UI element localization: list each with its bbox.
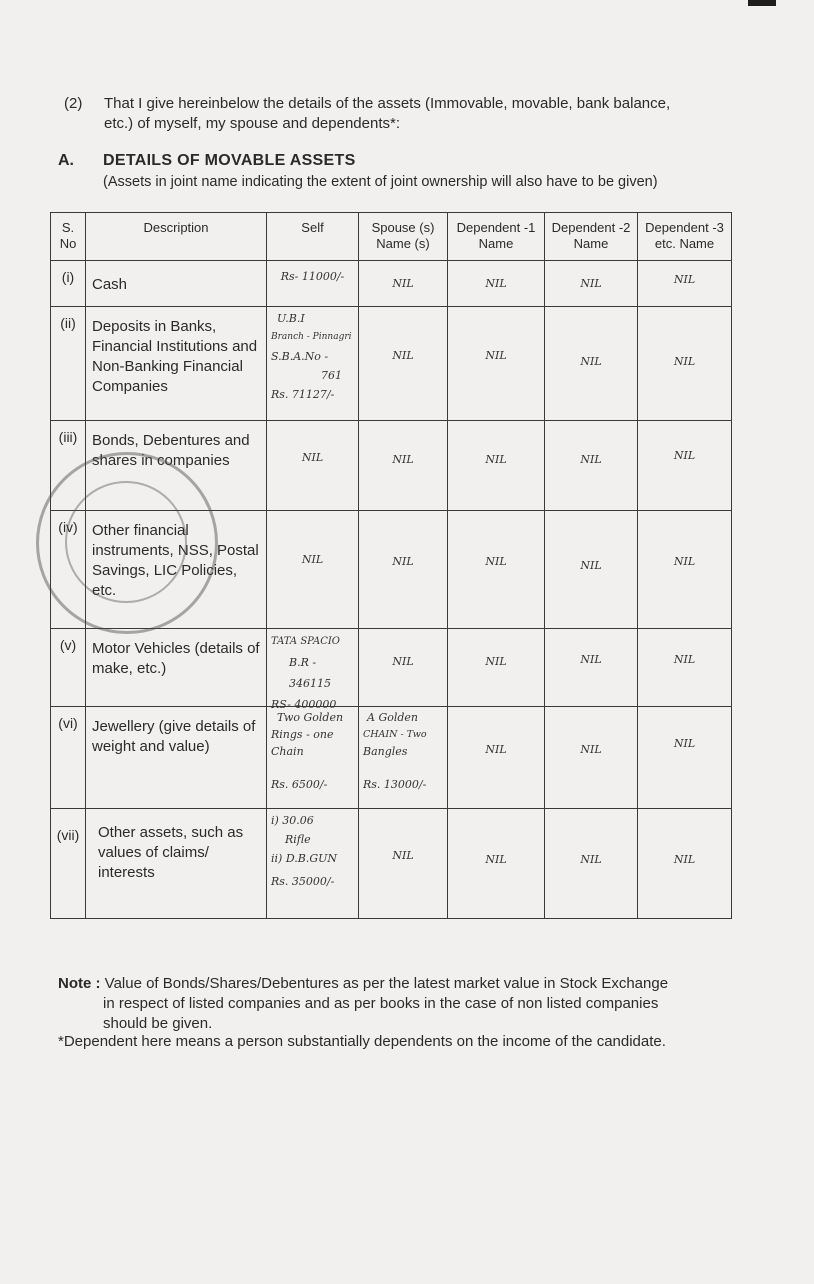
intro-number: (2): [64, 95, 83, 112]
self-value: NIL: [267, 511, 359, 629]
header-spouse: Spouse (s) Name (s): [359, 213, 448, 261]
table-row: [51, 511, 732, 629]
section-subtitle: (Assets in joint name indicating the extent of joint ownership will also have to be given): [103, 174, 658, 190]
dependent-1-value: NIL: [448, 809, 545, 919]
header-dependent-2: Dependent -2 Name: [545, 213, 638, 261]
dependent-3-value: NIL: [638, 307, 732, 421]
row-description: Cash: [86, 261, 267, 307]
dependent-2-value: NIL: [545, 261, 638, 307]
row-sno: (v): [51, 629, 86, 707]
header-dependent-3: Dependent -3 etc. Name: [638, 213, 732, 261]
spouse-value: NIL: [359, 307, 448, 421]
dependent-2-value: NIL: [545, 707, 638, 809]
note-line-1: Value of Bonds/Shares/Debentures as per the latest market value in Stock Exchange: [104, 975, 669, 992]
spouse-value: NIL: [359, 511, 448, 629]
note-line-3: should be given.: [103, 1015, 213, 1032]
row-description: Other assets, such as values of claims/ interests: [86, 809, 267, 919]
dependent-footnote: *Dependent here means a person substantially dependents on the income of the candidate.: [58, 1033, 666, 1050]
row-sno: (vii): [51, 809, 86, 919]
row-sno: (iii): [51, 421, 86, 511]
header-self: Self: [267, 213, 359, 261]
corner-mark: [748, 0, 776, 6]
spouse-value: A Golden CHAIN - Two Bangles Rs. 13000/-: [359, 707, 448, 809]
dependent-3-value: NIL: [638, 629, 732, 707]
row-sno: (i): [51, 261, 86, 307]
spouse-value: NIL: [359, 421, 448, 511]
row-sno: (vi): [51, 707, 86, 809]
intro-paragraph: [64, 94, 744, 134]
table-row: [51, 307, 732, 421]
dependent-2-value: NIL: [545, 307, 638, 421]
dependent-2-value: NIL: [545, 511, 638, 629]
dependent-3-value: NIL: [638, 809, 732, 919]
header-dependent-1: Dependent -1 Name: [448, 213, 545, 261]
dependent-1-value: NIL: [448, 707, 545, 809]
dependent-1-value: NIL: [448, 261, 545, 307]
row-sno: (ii): [51, 307, 86, 421]
row-description: Motor Vehicles (details of make, etc.): [86, 629, 267, 707]
header-sno: S. No: [51, 213, 86, 261]
dependent-3-value: NIL: [638, 707, 732, 809]
self-value: U.B.I Branch - Pinnagri S.B.A.No - 761 Rs. 71127/-: [267, 307, 359, 421]
self-value: TATA SPACIO B.R - 346115 RS- 400000: [267, 629, 359, 707]
dependent-2-value: NIL: [545, 421, 638, 511]
table-row: [51, 629, 732, 707]
dependent-1-value: NIL: [448, 511, 545, 629]
table-row: [51, 421, 732, 511]
dependent-2-value: NIL: [545, 629, 638, 707]
intro-line-1: That I give hereinbelow the details of the assets (Immovable, movable, bank balance,: [104, 95, 671, 112]
row-description: Bonds, Debentures and shares in companies: [86, 421, 267, 511]
dependent-3-value: NIL: [638, 261, 732, 307]
section-title: DETAILS OF MOVABLE ASSETS: [103, 152, 356, 169]
movable-assets-table: [50, 212, 732, 919]
row-description: Other financial instruments, NSS, Postal Savings, LIC Policies, etc.: [86, 511, 267, 629]
self-value: Rs- 11000/-: [267, 261, 359, 307]
dependent-1-value: NIL: [448, 421, 545, 511]
self-value: NIL: [267, 421, 359, 511]
dependent-3-value: NIL: [638, 511, 732, 629]
table-row: [51, 707, 732, 809]
dependent-2-value: NIL: [545, 809, 638, 919]
dependent-3-value: NIL: [638, 421, 732, 511]
note-line-2: in respect of listed companies and as per books in the case of non listed companies: [103, 995, 659, 1012]
spouse-value: NIL: [359, 809, 448, 919]
header-description: Description: [86, 213, 267, 261]
table-header-row: [51, 213, 732, 261]
table-row: [51, 809, 732, 919]
row-description: Jewellery (give details of weight and value): [86, 707, 267, 809]
note-block: [58, 974, 748, 1034]
row-sno: (iv): [51, 511, 86, 629]
spouse-value: NIL: [359, 629, 448, 707]
intro-line-2: etc.) of myself, my spouse and dependents*:: [104, 115, 400, 132]
row-description: Deposits in Banks, Financial Institutions and Non-Banking Financial Companies: [86, 307, 267, 421]
spouse-value: NIL: [359, 261, 448, 307]
note-label: Note :: [58, 975, 101, 992]
self-value: Two Golden Rings - one Chain Rs. 6500/-: [267, 707, 359, 809]
dependent-1-value: NIL: [448, 629, 545, 707]
table-row: [51, 261, 732, 307]
self-value: i) 30.06 Rifle ii) D.B.GUN Rs. 35000/-: [267, 809, 359, 919]
section-letter: A.: [58, 152, 74, 169]
dependent-1-value: NIL: [448, 307, 545, 421]
